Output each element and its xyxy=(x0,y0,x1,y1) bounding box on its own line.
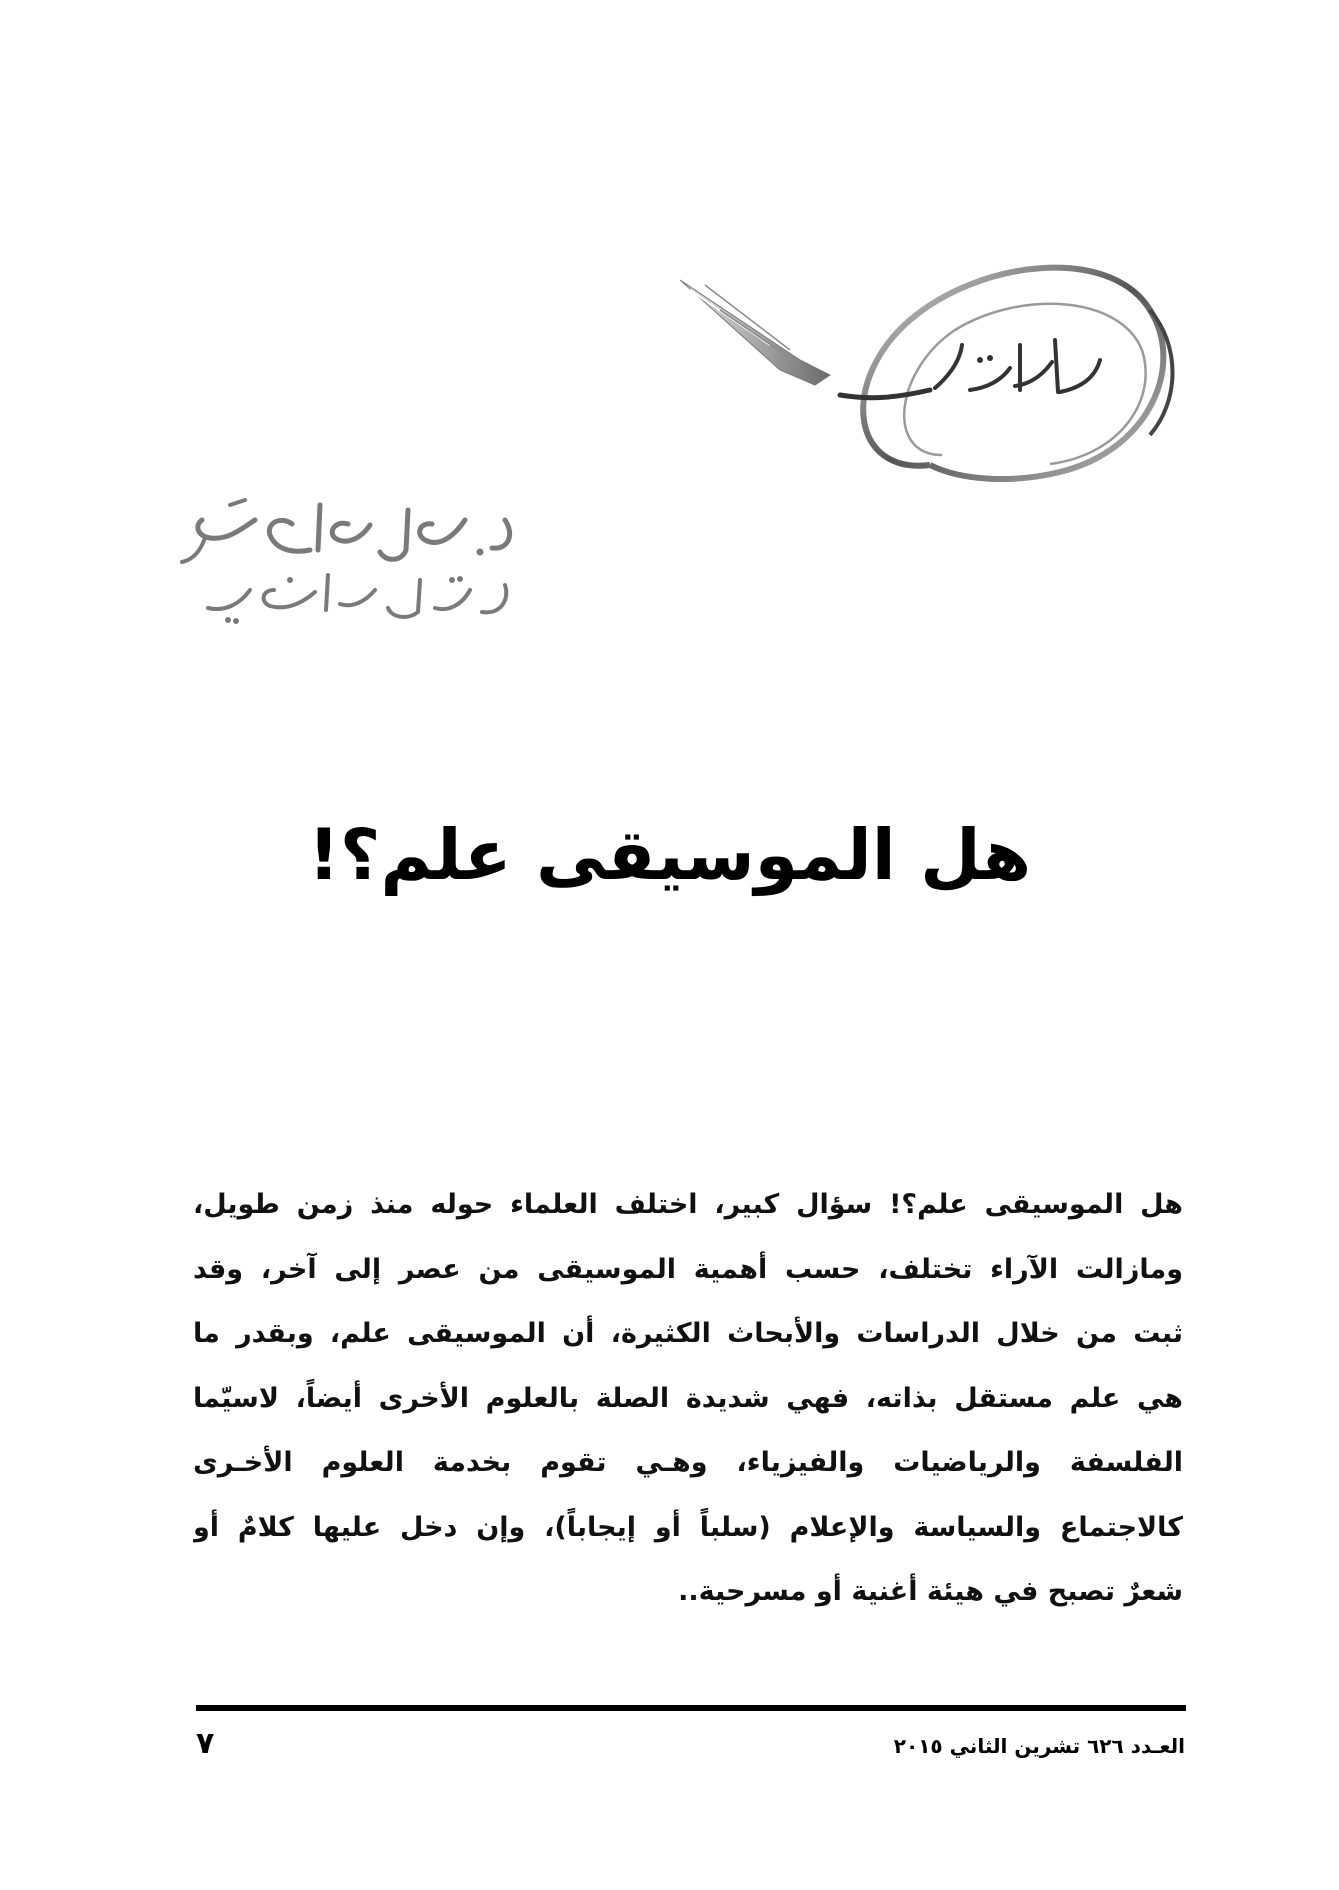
body-line: هل الموسيقى علم؟! سؤال كبير، اختلف العلماء حوله منذ زمن طويل، xyxy=(193,1189,1183,1220)
body-line: كالاجتماع والسياسة والإعلام (سلباً أو إيجاباً)، وإن دخل عليها كلامٌ أو xyxy=(193,1511,1183,1543)
article-body xyxy=(193,1173,1183,1625)
signature-graphic xyxy=(170,480,530,640)
page-number: ٧ xyxy=(196,1726,215,1761)
emblem-graphic xyxy=(680,250,1200,490)
body-line: شعرٌ تصبح في هيئة أغنية أو مسرحية.. xyxy=(678,1576,1183,1607)
issue-info: العـدد ٦٢٦ تشرين الثاني ٢٠١٥ xyxy=(893,1734,1185,1758)
article-title: هل الموسيقى علم؟! xyxy=(307,814,1032,896)
body-line: الفلسفة والرياضيات والفيزياء، وهـي تقوم بخدمة العلوم الأخـرى xyxy=(193,1447,1183,1478)
body-line: هي علم مستقل بذاته، فهي شديدة الصلة بالعلوم الأخرى أيضاً، لاسيّما xyxy=(193,1382,1183,1414)
issue-word-emblem xyxy=(680,250,1200,490)
editor-signature xyxy=(170,480,530,640)
body-line: ومازالت الآراء تختلف، حسب أهمية الموسيقى من عصر إلى آخر، وقد xyxy=(193,1253,1183,1285)
body-line: ثبت من خلال الدراسات والأبحاث الكثيرة، أن الموسيقى علم، وبقدر ما xyxy=(193,1318,1183,1349)
footer-divider xyxy=(196,1705,1186,1711)
